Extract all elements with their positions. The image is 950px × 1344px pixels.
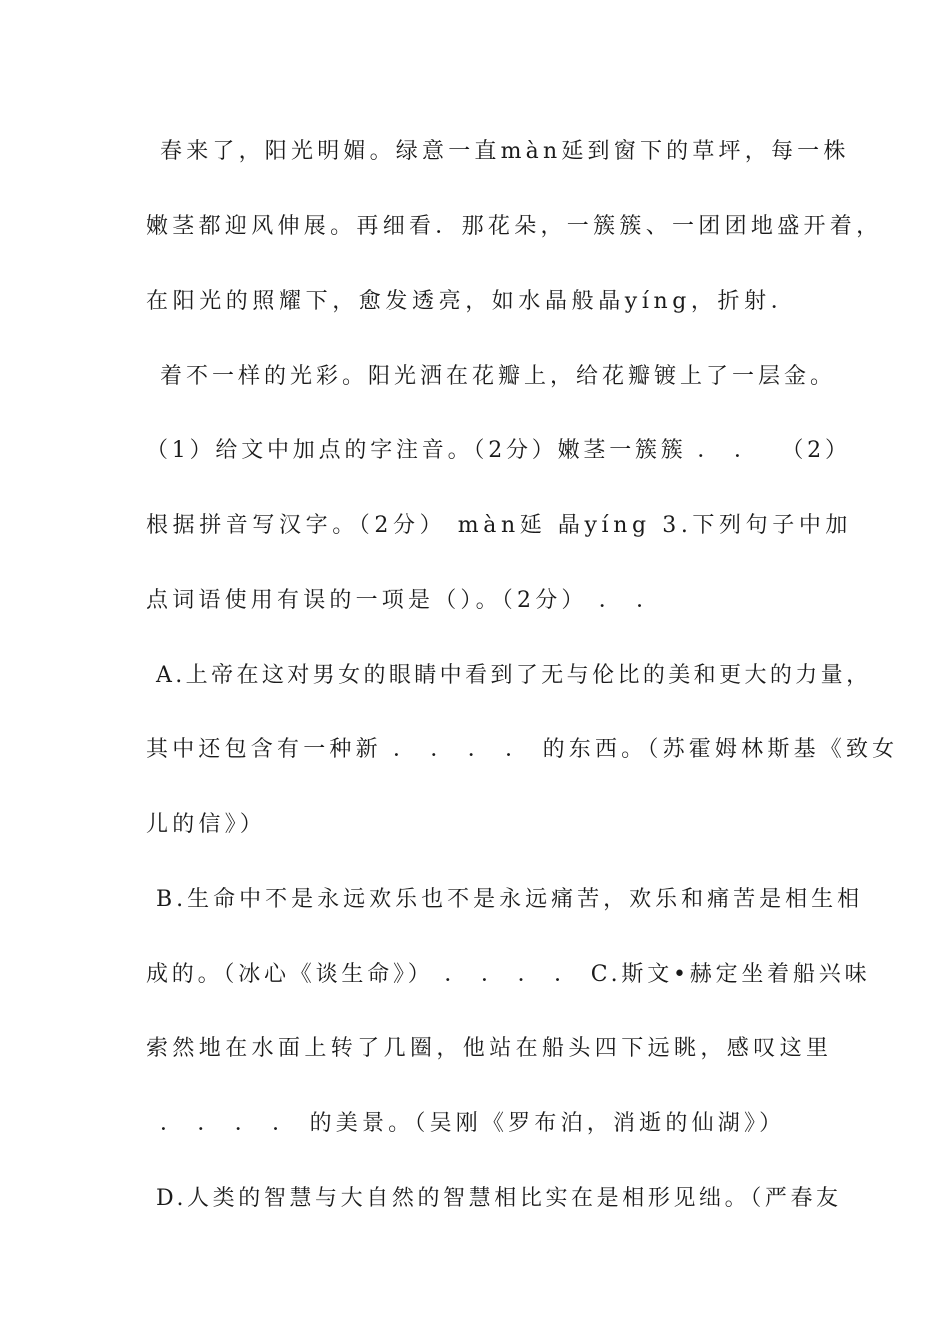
text-line-14: ． ． ． ． 的美景。（吴刚《罗布泊，消逝的仙湖》）	[160, 1111, 786, 1136]
text-line-15: D.人类的智慧与大自然的智慧相比实在是相形见绌。（严春友	[156, 1186, 842, 1211]
text-line-11: B.生命中不是永远欢乐也不是永远痛苦，欢乐和痛苦是相生相	[156, 887, 864, 912]
text-line-12: 成的。（冰心《谈生命》） ． ． ． ． C.斯文•赫定坐着船兴味	[146, 962, 871, 987]
text-line-2: 嫩茎都迎风伸展。再细看．那花朵，一簇簇、一团团地盛开着，	[146, 214, 883, 239]
text-line-9: 其中还包含有一种新 ． ． ． ． 的东西。（苏霍姆林斯基《致女	[146, 737, 899, 762]
text-line-7: 点词语使用有误的一项是（）。（2分） ． ．	[146, 588, 663, 613]
text-line-6: 根据拼音写汉字。（2分） màn延 晶yíng 3.下列句子中加	[146, 513, 853, 538]
text-line-5: （1）给文中加点的字注音。（2分）嫩茎一簇簇 ． ． （2）	[146, 438, 851, 463]
text-line-13: 索然地在水面上转了几圈，他站在船头四下远眺，感叹这里	[146, 1036, 833, 1061]
text-line-4: 着不一样的光彩。阳光洒在花瓣上，给花瓣镀上了一层金。	[160, 364, 837, 389]
text-line-10: 儿的信》）	[146, 812, 267, 837]
text-line-8: A.上帝在这对男女的眼睛中看到了无与伦比的美和更大的力量，	[156, 663, 872, 688]
text-line-1: 春来了，阳光明媚。绿意一直màn延到窗下的草坪，每一株	[160, 139, 850, 164]
text-line-3: 在阳光的照耀下，愈发透亮，如水晶般晶yíng，折射．	[146, 289, 798, 314]
